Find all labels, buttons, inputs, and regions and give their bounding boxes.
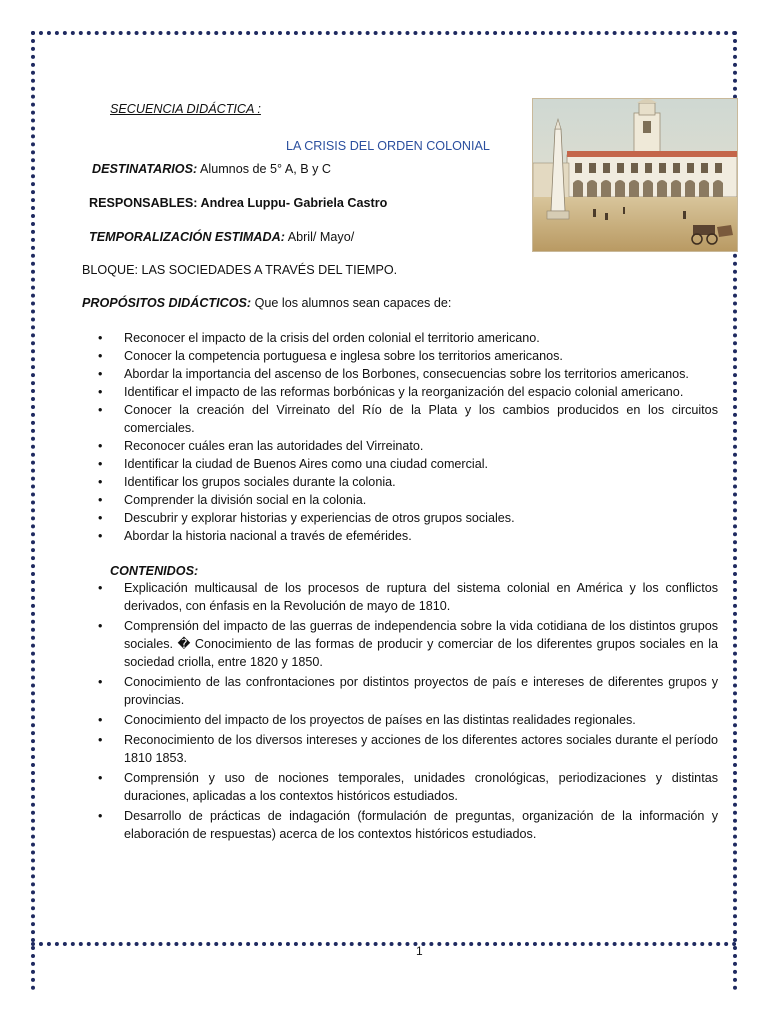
list-item-text: Comprensión del impacto de las guerras de independencia sobre la vida cotidiana de los distintos grupos sociales. � Conocimiento de las formas de producir y comerciar de los diferentes grupos sociales en la sociedad criolla, entre 1820 y 1850. (124, 619, 718, 669)
list-item (82, 365, 718, 383)
bullet-icon: • (98, 331, 103, 345)
bullet-icon: • (98, 809, 103, 823)
list-item (82, 673, 718, 709)
destinatarios-label: DESTINATARIOS: (92, 162, 198, 176)
list-item (82, 383, 718, 401)
list-item-text: Conocer la competencia portuguesa e inglesa sobre los territorios americanos. (124, 349, 563, 363)
bullet-icon: • (98, 619, 103, 633)
list-item (82, 455, 718, 473)
list-item (82, 509, 718, 527)
list-item (82, 579, 718, 615)
list-item-text: Reconocer cuáles eran las autoridades del Virreinato. (124, 439, 424, 453)
temporalizacion-line (89, 228, 354, 246)
list-item-text: Reconocer el impacto de la crisis del orden colonial el territorio americano. (124, 331, 540, 345)
list-item (82, 527, 718, 545)
cabildo-illustration (532, 98, 738, 252)
bullet-icon: • (98, 733, 103, 747)
bullet-icon: • (98, 385, 103, 399)
propositos-label: PROPÓSITOS DIDÁCTICOS: (82, 296, 252, 310)
list-item (82, 473, 718, 491)
bullet-icon: • (98, 439, 103, 453)
page-border-bottom (31, 942, 737, 946)
temporalizacion-value: Abril/ Mayo/ (284, 230, 355, 244)
bullet-icon: • (98, 493, 103, 507)
list-item (82, 769, 718, 805)
bullet-icon: • (98, 529, 103, 543)
list-item (82, 711, 718, 729)
list-item (82, 807, 718, 843)
list-item-text: Abordar la importancia del ascenso de los Borbones, consecuencias sobre los territorios americanos. (124, 367, 689, 381)
list-item-text: Comprender la división social en la colonia. (124, 493, 367, 507)
page-border-top (31, 31, 737, 35)
bullet-icon: • (98, 403, 103, 417)
list-item-text: Conocer la creación del Virreinato del Río de la Plata y los cambios producidos en los circuitos comerciales. (124, 403, 718, 435)
destinatarios-value: Alumnos de 5° A, B y C (197, 162, 332, 176)
list-item-text: Abordar la historia nacional a través de efemérides. (124, 529, 412, 543)
list-item-text: Desarrollo de prácticas de indagación (formulación de preguntas, organización de la información y elaboración de respuestas) acerca de los contextos históricos estudiados. (124, 809, 718, 841)
bullet-icon: • (98, 511, 103, 525)
bullet-icon: • (98, 457, 103, 471)
bloque-line: BLOQUE: LAS SOCIEDADES A TRAVÉS DEL TIEMPO. (82, 263, 398, 277)
contenidos-label: CONTENIDOS: (110, 564, 199, 578)
list-item (82, 491, 718, 509)
bullet-icon: • (98, 713, 103, 727)
list-item (82, 731, 718, 767)
propositos-list (82, 329, 718, 545)
list-item-text: Comprensión y uso de nociones temporales, unidades cronológicas, periodizaciones y distintas duraciones, aplicadas a los contextos históricos estudiados. (124, 771, 718, 803)
page-number: 1 (416, 944, 423, 958)
list-item (82, 401, 718, 437)
page-border-left (31, 31, 35, 991)
list-item-text: Conocimiento de las confrontaciones por distintos proyectos de país e intereses de diferentes grupos y provincias. (124, 675, 718, 707)
contenidos-list (82, 579, 718, 845)
document-subtitle: LA CRISIS DEL ORDEN COLONIAL (286, 139, 490, 153)
bullet-icon: • (98, 349, 103, 363)
list-item (82, 329, 718, 347)
list-item-text: Identificar el impacto de las reformas borbónicas y la reorganización del espacio colonial americano. (124, 385, 684, 399)
propositos-line (82, 294, 451, 312)
list-item-text: Conocimiento del impacto de los proyectos de países en las distintas realidades regionales. (124, 713, 636, 727)
list-item (82, 347, 718, 365)
list-item-text: Identificar la ciudad de Buenos Aires como una ciudad comercial. (124, 457, 489, 471)
propositos-intro: Que los alumnos sean capaces de: (251, 296, 452, 310)
list-item (82, 437, 718, 455)
list-item-text: Explicación multicausal de los procesos de ruptura del sistema colonial en América y los conflictos derivados, con énfasis en la Revolución de mayo de 1810. (124, 581, 718, 613)
bullet-icon: • (98, 771, 103, 785)
document-title: SECUENCIA DIDÁCTICA : (110, 102, 261, 116)
list-item-text: Reconocimiento de los diversos intereses y acciones de los diferentes actores sociales durante el período 1810 1853. (124, 733, 718, 765)
list-item (82, 617, 718, 671)
temporalizacion-label: TEMPORALIZACIÓN ESTIMADA: (89, 230, 285, 244)
bullet-icon: • (98, 367, 103, 381)
bullet-icon: • (98, 475, 103, 489)
bullet-icon: • (98, 675, 103, 689)
list-item-text: Descubrir y explorar historias y experiencias de otros grupos sociales. (124, 511, 515, 525)
bullet-icon: • (98, 581, 103, 595)
responsables-line: RESPONSABLES: Andrea Luppu- Gabriela Castro (89, 196, 388, 210)
list-item-text: Identificar los grupos sociales durante la colonia. (124, 475, 396, 489)
destinatarios-line (92, 160, 331, 178)
